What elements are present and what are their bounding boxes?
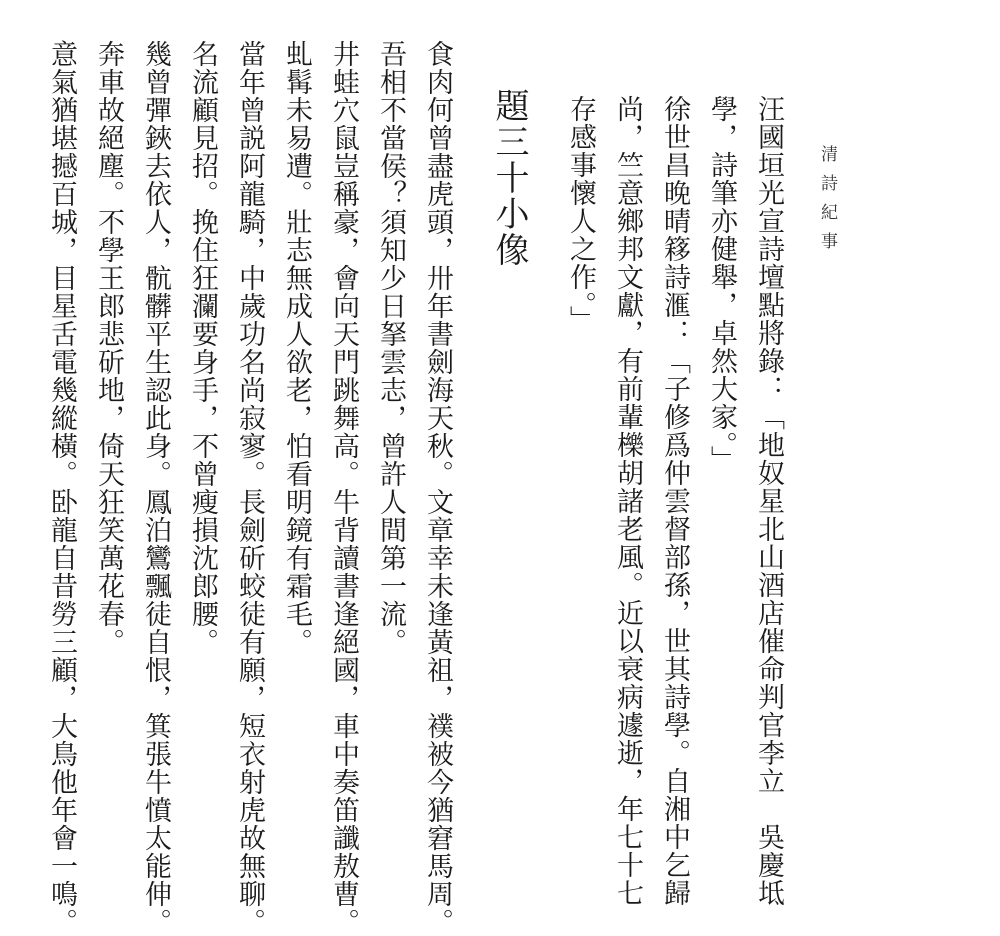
note-line-3: 徐世昌晚晴簃詩滙：「子修爲仲雲督部孫，世其詩學。自湘中乞歸 [659, 95, 690, 907]
poem-title: 題三十小像 [489, 88, 529, 268]
poem-line-1: 食肉何曾盡虎頭，卅年書劍海天秋。文章幸未逢黃祖，襆被今猶窘馬周。 [422, 40, 453, 936]
note-line-4: 尚，竺意鄉邦文獻，有前輩櫟胡諸老風。近以衰病遽逝，年七十七 [612, 95, 643, 907]
running-head: 清詩紀事 [817, 145, 837, 261]
poem-line-3: 井蛙穴鼠豈稱豪，會向天門跳舞高。牛背讀書逢絕國，車中奏笛讖敖曹。 [328, 40, 359, 936]
poem-line-8: 奔車故絕塵。不學王郎悲斫地，倚天狂笑萬花春。 [93, 40, 124, 656]
poem-line-2: 吾相不當侯？須知少日拏雲志，曾許人間第一流。 [375, 40, 406, 656]
poem-line-9: 意氣猶堪撼百城，目星舌電幾縱橫。卧龍自昔勞三顧，大鳥他年會一鳴。 [46, 40, 77, 936]
poem-line-4: 虬髯未易遭。壯志無成人欲老，怕看明鏡有霜毛。 [281, 40, 312, 656]
note-line-2: 學，詩筆亦健舉，卓然大家。」 [706, 95, 737, 474]
poem-line-5: 當年曾説阿龍騎，中歲功名尚寂寥。長劍斫蛟徒有願，短衣射虎故無聊。 [234, 40, 265, 936]
note-line-1: 汪國垣光宣詩壇點將錄：「地奴星北山酒店催命判官李立 吳慶坻 [753, 95, 784, 907]
poem-line-7: 幾曾彈鋏去依人，骯髒平生認此身。鳳泊鸞飄徒自恨，箕張牛憤太能伸。 [140, 40, 171, 936]
note-line-5: 存感事懷人之作。」 [565, 95, 596, 334]
poem-line-6: 名流顧見招。挽住狂瀾要身手，不曾瘦損沈郎腰。 [187, 40, 218, 656]
